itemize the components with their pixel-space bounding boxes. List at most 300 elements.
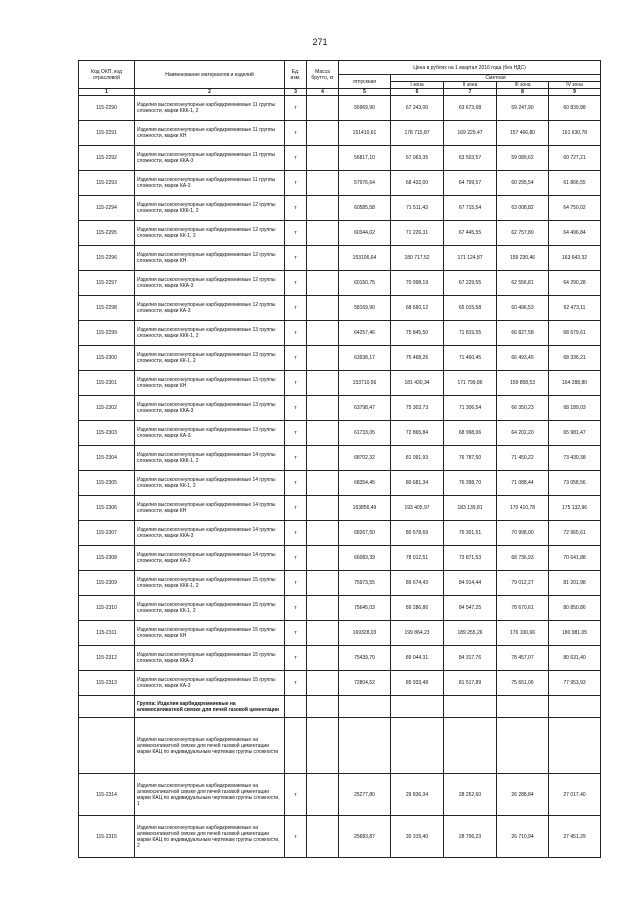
row-mass <box>307 646 339 671</box>
row-name: Изделия высокоогнеупорные карбидкремниевые 12 группы сложности, марки КА-3 <box>135 296 285 321</box>
table-row <box>79 546 601 571</box>
table-row <box>79 646 601 671</box>
row-price-zone-2: 64 799,57 <box>444 171 497 196</box>
table-row <box>79 446 601 471</box>
row-code: 115-2310 <box>79 596 135 621</box>
row-price-zone-4: 161 630,78 <box>549 121 601 146</box>
row-mass <box>307 221 339 246</box>
row-price-zone-1: 30 315,40 <box>391 816 444 858</box>
row-name: Изделия высокоогнеупорные карбидкремниевые 13 группы сложности, марки ККА-3 <box>135 396 285 421</box>
row-price-zone-1: 75 468,26 <box>391 346 444 371</box>
row-price-zone-4: 68 679,61 <box>549 321 601 346</box>
row-price-zone-1: 68 432,00 <box>391 171 444 196</box>
table-row <box>79 246 601 271</box>
row-price-wholesale: 153710,56 <box>339 371 391 396</box>
table-row <box>79 774 601 816</box>
row-price-zone-1: 193 405,97 <box>391 496 444 521</box>
row-mass <box>307 816 339 858</box>
row-price-zone-3: 26 288,84 <box>497 774 549 816</box>
row-code: 115-2296 <box>79 246 135 271</box>
row-price-zone-4: 62 473,11 <box>549 296 601 321</box>
col-num: 4 <box>307 89 339 96</box>
row-price-zone-1: 71 511,43 <box>391 196 444 221</box>
row-code: 115-2297 <box>79 271 135 296</box>
row-price-zone-2: 183 139,81 <box>444 496 497 521</box>
header-estimate: Сметная <box>391 75 601 82</box>
row-price-zone-4: 27 451,29 <box>549 816 601 858</box>
row-price-zone-1: 181 430,34 <box>391 371 444 396</box>
row-price-zone-1: 70 998,19 <box>391 271 444 296</box>
row-name: Изделия высокоогнеупорные карбидкремниевые 11 группы сложности, марки КА-3 <box>135 171 285 196</box>
table-row <box>79 496 601 521</box>
page-number: 271 <box>312 37 328 47</box>
row-name: Изделия высокоогнеупорные карбидкремниевые 12 группы сложности, марки КК-1, 2 <box>135 221 285 246</box>
row-mass <box>307 296 339 321</box>
row-name: Изделия высокоогнеупорные карбидкремниевые 12 группы сложности, марки ККК-1, 2 <box>135 196 285 221</box>
row-code: 115-2292 <box>79 146 135 171</box>
row-price-zone-2: 67 229,55 <box>444 271 497 296</box>
row-unit: т <box>285 271 307 296</box>
row-code: 115-2300 <box>79 346 135 371</box>
row-price-wholesale: 56969,90 <box>339 96 391 121</box>
row-code: 115-2308 <box>79 546 135 571</box>
row-price-zone-3: 66 350,23 <box>497 396 549 421</box>
row-price-zone-2: 76 787,50 <box>444 446 497 471</box>
row-name: Изделия высокоогнеупорные карбидкремниевые 13 группы сложности, марки КН <box>135 371 285 396</box>
row-price-wholesale <box>339 696 391 718</box>
row-price-zone-3: 66 493,45 <box>497 346 549 371</box>
row-price-wholesale: 63938,17 <box>339 346 391 371</box>
row-unit: т <box>285 621 307 646</box>
row-price-wholesale: 75973,55 <box>339 571 391 596</box>
row-name: Изделия высокоогнеупорные карбидкремниевые 15 группы сложности, марки ККК-1, 2 <box>135 571 285 596</box>
row-price-zone-1: 81 091,93 <box>391 446 444 471</box>
row-price-zone-1: 89 674,43 <box>391 571 444 596</box>
row-price-wholesale: 163856,49 <box>339 496 391 521</box>
row-name: Изделия высокоогнеупорные карбидкремниевые на алюмосиликатной связке для печей газовой цементации марки КАЦ по индивидуальным чертежам группы сложности, 2 <box>135 816 285 858</box>
row-price-zone-2 <box>444 696 497 718</box>
row-unit: т <box>285 146 307 171</box>
row-mass <box>307 321 339 346</box>
row-price-zone-4: 61 866,55 <box>549 171 601 196</box>
row-name: Изделия высокоогнеупорные карбидкремниевые на алюмосиликатной связке для печей газовой цементации марки КАЦ по индивидуальным чертежам группы сложности <box>135 718 285 774</box>
table-row <box>79 718 601 774</box>
row-mass <box>307 671 339 696</box>
row-price-zone-2: 28 706,23 <box>444 816 497 858</box>
row-mass <box>307 96 339 121</box>
row-unit: т <box>285 471 307 496</box>
row-price-zone-2: 84 914,44 <box>444 571 497 596</box>
row-price-zone-1: 178 715,87 <box>391 121 444 146</box>
row-price-zone-2: 71 460,45 <box>444 346 497 371</box>
row-mass <box>307 446 339 471</box>
row-price-zone-1: 71 226,31 <box>391 221 444 246</box>
row-price-zone-2: 68 998,06 <box>444 421 497 446</box>
header-unit: Ед. изм. <box>285 61 307 89</box>
row-price-wholesale: 58169,90 <box>339 296 391 321</box>
row-mass <box>307 471 339 496</box>
row-code: 115-2309 <box>79 571 135 596</box>
row-code: 115-2303 <box>79 421 135 446</box>
row-code: 115-2304 <box>79 446 135 471</box>
table-row <box>79 196 601 221</box>
row-price-zone-4: 80 631,40 <box>549 646 601 671</box>
row-code: 115-2291 <box>79 121 135 146</box>
row-price-zone-4: 73 058,56 <box>549 471 601 496</box>
table-row <box>79 321 601 346</box>
row-price-zone-2: 76 398,70 <box>444 471 497 496</box>
col-num: 2 <box>135 89 285 96</box>
row-name: Изделия высокоогнеупорные карбидкремниевые 14 группы сложности, марки КН <box>135 496 285 521</box>
table-row <box>79 171 601 196</box>
row-unit: т <box>285 196 307 221</box>
col-num: 9 <box>549 89 601 96</box>
row-price-zone-3: 79 012,27 <box>497 571 549 596</box>
row-unit: т <box>285 596 307 621</box>
row-price-zone-4: 81 201,98 <box>549 571 601 596</box>
row-code: 115-2307 <box>79 521 135 546</box>
row-price-zone-4: 180 981,05 <box>549 621 601 646</box>
row-code: 115-2314 <box>79 774 135 816</box>
col-num: 5 <box>339 89 391 96</box>
row-price-zone-2: 63 503,57 <box>444 146 497 171</box>
row-price-wholesale: 25277,80 <box>339 774 391 816</box>
row-unit: т <box>285 521 307 546</box>
row-price-zone-2: 73 871,53 <box>444 546 497 571</box>
row-mass <box>307 571 339 596</box>
row-code: 115-2298 <box>79 296 135 321</box>
table-body <box>79 96 601 858</box>
row-code: 115-2299 <box>79 321 135 346</box>
row-code: 115-2293 <box>79 171 135 196</box>
row-price-wholesale: 57976,64 <box>339 171 391 196</box>
row-name: Изделия высокоогнеупорные карбидкремниевые 14 группы сложности, марки ККК-1, 2 <box>135 446 285 471</box>
row-mass <box>307 596 339 621</box>
row-price-zone-4: 64 290,28 <box>549 271 601 296</box>
row-price-zone-4: 68 336,21 <box>549 346 601 371</box>
row-price-zone-3: 78 670,61 <box>497 596 549 621</box>
row-price-wholesale: 61733,05 <box>339 421 391 446</box>
row-name: Изделия высокоогнеупорные карбидкремниевые 14 группы сложности, марки ККА-3 <box>135 521 285 546</box>
row-price-zone-3: 62 757,80 <box>497 221 549 246</box>
row-price-zone-4: 80 850,86 <box>549 596 601 621</box>
row-price-zone-3 <box>497 718 549 774</box>
row-price-wholesale: 68354,45 <box>339 471 391 496</box>
row-price-wholesale: 151410,61 <box>339 121 391 146</box>
row-name: Изделия высокоогнеупорные карбидкремниевые 12 группы сложности, марки ККА-3 <box>135 271 285 296</box>
row-price-wholesale: 75645,03 <box>339 596 391 621</box>
header-zone-1: I зона <box>391 82 444 89</box>
row-code: 115-2311 <box>79 621 135 646</box>
row-unit: т <box>285 774 307 816</box>
row-mass <box>307 396 339 421</box>
row-unit <box>285 718 307 774</box>
row-price-zone-4: 70 641,88 <box>549 546 601 571</box>
row-name: Изделия высокоогнеупорные карбидкремниевые 11 группы сложности, марки ККК-1, 2 <box>135 96 285 121</box>
row-mass <box>307 774 339 816</box>
row-price-zone-2: 84 547,25 <box>444 596 497 621</box>
row-price-wholesale: 75439,70 <box>339 646 391 671</box>
row-price-zone-3: 71 088,44 <box>497 471 549 496</box>
row-unit: т <box>285 646 307 671</box>
header-mass: Масса брутто, кг <box>307 61 339 89</box>
table-row <box>79 471 601 496</box>
row-price-zone-4: 73 430,38 <box>549 446 601 471</box>
row-code <box>79 696 135 718</box>
row-price-zone-3: 170 410,78 <box>497 496 549 521</box>
row-price-zone-3: 64 202,20 <box>497 421 549 446</box>
row-mass <box>307 421 339 446</box>
row-code: 115-2294 <box>79 196 135 221</box>
row-price-wholesale <box>339 718 391 774</box>
row-price-zone-1: 89 286,86 <box>391 596 444 621</box>
row-price-zone-4 <box>549 718 601 774</box>
row-code: 115-2295 <box>79 221 135 246</box>
row-price-zone-1 <box>391 718 444 774</box>
row-price-zone-1: 75 303,73 <box>391 396 444 421</box>
row-price-zone-3: 68 736,93 <box>497 546 549 571</box>
header-code: Код ОКП, код отраслевой <box>79 61 135 89</box>
row-unit: т <box>285 121 307 146</box>
table-row <box>79 521 601 546</box>
table-row <box>79 671 601 696</box>
table-row <box>79 96 601 121</box>
row-unit: т <box>285 546 307 571</box>
table-row <box>79 146 601 171</box>
row-code: 115-2306 <box>79 496 135 521</box>
row-price-wholesale: 66083,39 <box>339 546 391 571</box>
header-name: Наименование материалов и изделий <box>135 61 285 89</box>
row-unit: т <box>285 246 307 271</box>
row-price-zone-4: 64 750,02 <box>549 196 601 221</box>
row-mass <box>307 718 339 774</box>
col-num: 6 <box>391 89 444 96</box>
table-row <box>79 346 601 371</box>
row-price-wholesale: 64257,46 <box>339 321 391 346</box>
row-price-zone-4: 60 727,21 <box>549 146 601 171</box>
table-row <box>79 816 601 858</box>
table-row <box>79 621 601 646</box>
row-price-wholesale: 60585,58 <box>339 196 391 221</box>
row-mass <box>307 246 339 271</box>
row-unit: т <box>285 371 307 396</box>
row-name: Изделия высокоогнеупорные карбидкремниевые 15 группы сложности, марки КА-3 <box>135 671 285 696</box>
row-price-zone-3 <box>497 696 549 718</box>
table-row <box>79 371 601 396</box>
row-price-wholesale: 25683,87 <box>339 816 391 858</box>
row-price-zone-3: 159 230,46 <box>497 246 549 271</box>
row-price-zone-3: 63 008,82 <box>497 196 549 221</box>
row-price-zone-1: 78 012,51 <box>391 546 444 571</box>
row-price-zone-2: 169 229,47 <box>444 121 497 146</box>
row-name: Изделия высокоогнеупорные карбидкремниевые на алюмосиликатной связке для печей газовой цементации марки КАЦ по индивидуальным чертежам группы сложности, 1 <box>135 774 285 816</box>
row-price-zone-3: 59 089,62 <box>497 146 549 171</box>
row-price-wholesale: 169328,03 <box>339 621 391 646</box>
row-name: Изделия высокоогнеупорные карбидкремниевые 13 группы сложности, марки ККК-1, 2 <box>135 321 285 346</box>
row-price-zone-3: 70 998,00 <box>497 521 549 546</box>
header-zone-2: II зона <box>444 82 497 89</box>
row-price-zone-2: 65 015,58 <box>444 296 497 321</box>
table-row <box>79 596 601 621</box>
table-row <box>79 421 601 446</box>
row-price-zone-2: 171 124,87 <box>444 246 497 271</box>
row-price-zone-3: 157 466,80 <box>497 121 549 146</box>
row-price-wholesale: 68267,50 <box>339 521 391 546</box>
table-row <box>79 696 601 718</box>
col-num: 1 <box>79 89 135 96</box>
row-unit: т <box>285 296 307 321</box>
row-price-wholesale: 68702,32 <box>339 446 391 471</box>
row-mass <box>307 371 339 396</box>
row-price-zone-3: 60 496,53 <box>497 296 549 321</box>
row-price-zone-1: 80 578,69 <box>391 521 444 546</box>
row-unit: т <box>285 571 307 596</box>
row-code <box>79 718 135 774</box>
row-name: Изделия высокоогнеупорные карбидкремниевые 15 группы сложности, марки КК-1, 2 <box>135 596 285 621</box>
row-name: Изделия высокоогнеупорные карбидкремниевые 11 группы сложности, марки КН <box>135 121 285 146</box>
row-price-zone-1: 67 063,35 <box>391 146 444 171</box>
row-price-wholesale: 153106,64 <box>339 246 391 271</box>
row-price-zone-4: 77 953,93 <box>549 671 601 696</box>
row-code: 115-2313 <box>79 671 135 696</box>
row-code: 115-2301 <box>79 371 135 396</box>
row-price-zone-1: 89 044,31 <box>391 646 444 671</box>
row-price-zone-4: 164 288,80 <box>549 371 601 396</box>
row-price-zone-2: 171 799,86 <box>444 371 497 396</box>
row-unit: т <box>285 346 307 371</box>
row-price-zone-1: 180 717,52 <box>391 246 444 271</box>
row-price-zone-3: 75 651,06 <box>497 671 549 696</box>
row-unit: т <box>285 816 307 858</box>
row-price-wholesale: 63798,47 <box>339 396 391 421</box>
row-price-zone-3: 59 247,90 <box>497 96 549 121</box>
row-price-zone-1: 67 243,00 <box>391 96 444 121</box>
row-price-zone-4: 175 132,96 <box>549 496 601 521</box>
row-unit: т <box>285 171 307 196</box>
row-price-zone-3: 62 556,81 <box>497 271 549 296</box>
row-mass <box>307 146 339 171</box>
row-price-zone-4: 163 643,32 <box>549 246 601 271</box>
row-price-zone-4: 27 017,40 <box>549 774 601 816</box>
row-price-zone-2 <box>444 718 497 774</box>
header-wholesale: отпускная <box>339 75 391 89</box>
row-price-wholesale: 72804,52 <box>339 671 391 696</box>
row-name: Изделия высокоогнеупорные карбидкремниевые 15 группы сложности, марки КН <box>135 621 285 646</box>
col-num: 8 <box>497 89 549 96</box>
row-price-zone-1: 80 681,34 <box>391 471 444 496</box>
row-price-zone-4: 72 965,61 <box>549 521 601 546</box>
row-price-zone-4: 68 189,03 <box>549 396 601 421</box>
row-price-zone-4 <box>549 696 601 718</box>
row-unit: т <box>285 96 307 121</box>
header-zone-3: III зона <box>497 82 549 89</box>
row-price-zone-1: 72 865,84 <box>391 421 444 446</box>
row-price-wholesale: 60344,02 <box>339 221 391 246</box>
table-row <box>79 271 601 296</box>
row-price-zone-3: 159 858,53 <box>497 371 549 396</box>
row-price-zone-1 <box>391 696 444 718</box>
header-zone-4: IV зона <box>549 82 601 89</box>
row-mass <box>307 696 339 718</box>
row-name: Изделия высокоогнеупорные карбидкремниевые 11 группы сложности, марки ККА-3 <box>135 146 285 171</box>
row-price-zone-1: 199 864,23 <box>391 621 444 646</box>
table-row <box>79 296 601 321</box>
row-price-zone-2: 63 673,68 <box>444 96 497 121</box>
table-row <box>79 221 601 246</box>
row-mass <box>307 271 339 296</box>
row-price-wholesale: 60150,75 <box>339 271 391 296</box>
row-mass <box>307 121 339 146</box>
table-row <box>79 121 601 146</box>
row-name: Изделия высокоогнеупорные карбидкремниевые 15 группы сложности, марки ККА-3 <box>135 646 285 671</box>
row-mass <box>307 496 339 521</box>
row-name: Изделия высокоогнеупорные карбидкремниевые 13 группы сложности, марки КК-1, 2 <box>135 346 285 371</box>
row-price-zone-4: 65 981,47 <box>549 421 601 446</box>
row-name: Группа: Изделия карбидкремниевые на алюмосиликатной связке для печей газовой цементации <box>135 696 285 718</box>
row-unit: т <box>285 221 307 246</box>
row-price-zone-4: 64 496,84 <box>549 221 601 246</box>
row-unit: т <box>285 496 307 521</box>
row-price-zone-3: 71 450,22 <box>497 446 549 471</box>
row-name: Изделия высокоогнеупорные карбидкремниевые 14 группы сложности, марки КА-3 <box>135 546 285 571</box>
col-num: 3 <box>285 89 307 96</box>
row-code: 115-2315 <box>79 816 135 858</box>
col-num: 7 <box>444 89 497 96</box>
row-price-zone-3: 66 827,58 <box>497 321 549 346</box>
table-row <box>79 396 601 421</box>
row-price-zone-2: 28 252,60 <box>444 774 497 816</box>
row-price-zone-1: 75 845,50 <box>391 321 444 346</box>
row-price-zone-2: 67 715,54 <box>444 196 497 221</box>
row-price-zone-1: 85 933,48 <box>391 671 444 696</box>
row-mass <box>307 196 339 221</box>
row-mass <box>307 546 339 571</box>
row-unit: т <box>285 446 307 471</box>
row-price-zone-2: 71 819,55 <box>444 321 497 346</box>
row-unit: т <box>285 421 307 446</box>
row-price-zone-3: 26 710,94 <box>497 816 549 858</box>
row-unit: т <box>285 396 307 421</box>
table-row <box>79 571 601 596</box>
row-name: Изделия высокоогнеупорные карбидкремниевые 14 группы сложности, марки КК-1, 2 <box>135 471 285 496</box>
row-name: Изделия высокоогнеупорные карбидкремниевые 13 группы сложности, марки КА-3 <box>135 421 285 446</box>
row-price-zone-2: 76 301,51 <box>444 521 497 546</box>
row-code: 115-2290 <box>79 96 135 121</box>
price-table <box>78 60 601 858</box>
row-unit <box>285 696 307 718</box>
row-price-zone-2: 189 255,26 <box>444 621 497 646</box>
row-price-zone-2: 67 445,55 <box>444 221 497 246</box>
row-mass <box>307 521 339 546</box>
row-code: 115-2302 <box>79 396 135 421</box>
row-mass <box>307 621 339 646</box>
header-price-title: Цена в рублях на 1 квартал 2016 года (без НДС) <box>339 61 601 75</box>
row-unit: т <box>285 321 307 346</box>
row-price-zone-4: 60 839,88 <box>549 96 601 121</box>
row-name: Изделия высокоогнеупорные карбидкремниевые 12 группы сложности, марки КН <box>135 246 285 271</box>
row-mass <box>307 171 339 196</box>
row-price-zone-3: 60 295,54 <box>497 171 549 196</box>
row-mass <box>307 346 339 371</box>
row-price-zone-3: 78 457,07 <box>497 646 549 671</box>
row-unit: т <box>285 671 307 696</box>
row-price-wholesale: 56817,10 <box>339 146 391 171</box>
row-code: 115-2312 <box>79 646 135 671</box>
row-price-zone-1: 29 836,34 <box>391 774 444 816</box>
row-code: 115-2305 <box>79 471 135 496</box>
row-price-zone-1: 68 660,12 <box>391 296 444 321</box>
row-price-zone-3: 176 100,66 <box>497 621 549 646</box>
